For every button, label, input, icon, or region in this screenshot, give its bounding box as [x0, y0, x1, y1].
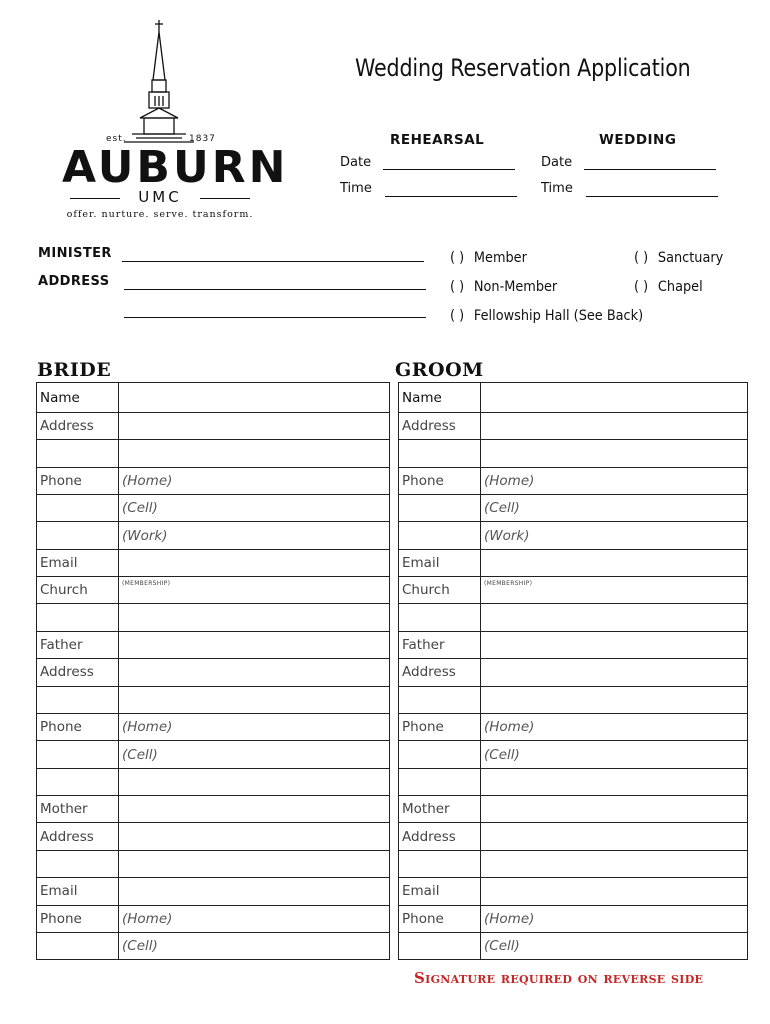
bride-row-label: Name: [37, 383, 119, 413]
groom-row: [399, 549, 748, 577]
bride-field-hint: (Home): [122, 910, 173, 927]
groom-row-field[interactable]: [481, 383, 748, 413]
bride-row-label: [37, 932, 119, 959]
groom-row: [399, 631, 748, 659]
bride-row-label: Email: [37, 878, 119, 906]
groom-row: [399, 878, 748, 906]
groom-field-hint: (Work): [484, 527, 530, 544]
groom-row: [399, 713, 748, 741]
groom-row-label: [399, 495, 481, 522]
groom-row: [399, 659, 748, 686]
signature-required-note: Signature required on reverse side: [414, 969, 704, 987]
member-option[interactable]: [450, 250, 527, 266]
chapel-label: Chapel: [657, 279, 703, 295]
bride-row: [37, 659, 390, 686]
bride-field-hint: (Cell): [122, 746, 158, 763]
groom-row-label: [399, 768, 481, 795]
groom-row-label: Address: [399, 659, 481, 686]
bride-row: [37, 549, 390, 577]
groom-row-field[interactable]: [481, 878, 748, 906]
sanctuary-option[interactable]: [634, 250, 723, 266]
groom-row-field[interactable]: [481, 686, 748, 713]
groom-row: [399, 467, 748, 495]
bride-field-hint: (Cell): [122, 938, 158, 954]
groom-row-field[interactable]: [481, 522, 748, 549]
bride-row: [37, 631, 390, 659]
bride-row-label: Email: [37, 549, 119, 577]
logo-wordmark: AUBURN: [62, 142, 289, 193]
groom-field-hint: (Cell): [484, 746, 520, 763]
bride-row-field[interactable]: [119, 383, 390, 413]
bride-row: [37, 768, 390, 795]
groom-row-label: [399, 850, 481, 877]
bride-row: [37, 878, 390, 906]
fellowship-hall-checkbox[interactable]: ( ): [450, 308, 465, 324]
groom-row-field[interactable]: [481, 413, 748, 440]
groom-row-label: Church: [399, 577, 481, 604]
bride-row-field[interactable]: [119, 440, 390, 467]
groom-row-field[interactable]: [481, 713, 748, 741]
groom-row: [399, 604, 748, 631]
bride-row-field[interactable]: [119, 905, 390, 932]
groom-row-label: Phone: [399, 467, 481, 495]
groom-row: [399, 768, 748, 795]
groom-field-hint: (Cell): [484, 938, 520, 954]
groom-row: [399, 850, 748, 877]
groom-row-label: Phone: [399, 713, 481, 741]
wedding-heading: WEDDING: [599, 132, 677, 148]
sanctuary-label: Sanctuary: [657, 250, 724, 266]
bride-row: [37, 850, 390, 877]
wedding-time-label: Time: [541, 181, 573, 196]
groom-row-field[interactable]: [481, 467, 748, 495]
bride-row-label: Address: [37, 413, 119, 440]
groom-table: [398, 382, 748, 960]
bride-row: [37, 604, 390, 631]
bride-field-hint: (MEMBERSHIP): [122, 580, 171, 588]
bride-row-label: Father: [37, 631, 119, 659]
bride-row-label: Address: [37, 823, 119, 850]
groom-row-label: [399, 741, 481, 768]
groom-row: [399, 823, 748, 850]
groom-row-label: Address: [399, 413, 481, 440]
rehearsal-heading: REHEARSAL: [390, 132, 485, 148]
bride-row-label: Phone: [37, 467, 119, 495]
bride-row-field[interactable]: [119, 768, 390, 795]
bride-row-field[interactable]: [119, 467, 390, 495]
bride-row: [37, 495, 390, 522]
groom-row-label: [399, 686, 481, 713]
wedding-date-field[interactable]: [584, 168, 716, 170]
bride-row-label: [37, 741, 119, 768]
rehearsal-time-label: Time: [340, 181, 372, 196]
bride-row: [37, 823, 390, 850]
groom-row: [399, 440, 748, 467]
groom-field-hint: (Home): [484, 472, 535, 489]
bride-row: [37, 713, 390, 741]
bride-row-field[interactable]: [119, 741, 390, 768]
groom-row-field[interactable]: [481, 850, 748, 877]
bride-row: [37, 467, 390, 495]
groom-row: [399, 522, 748, 549]
bride-row-field[interactable]: [119, 823, 390, 850]
groom-row: [399, 577, 748, 604]
address-field-line2[interactable]: [124, 316, 426, 318]
church-logo: [62, 18, 289, 220]
groom-row: [399, 413, 748, 440]
bride-row: [37, 440, 390, 467]
bride-field-hint: (Cell): [122, 500, 158, 517]
bride-row-label: [37, 768, 119, 795]
groom-row-field[interactable]: [481, 768, 748, 795]
groom-row-label: [399, 440, 481, 467]
groom-row-label: Email: [399, 549, 481, 577]
bride-row-label: Church: [37, 577, 119, 604]
groom-row-field[interactable]: [481, 659, 748, 686]
bride-row-label: [37, 850, 119, 877]
non-member-label: Non-Member: [473, 279, 558, 295]
logo-year: 1837: [189, 134, 216, 144]
sanctuary-checkbox[interactable]: ( ): [634, 250, 649, 266]
bride-heading: BRIDE: [37, 359, 112, 381]
groom-field-hint: (MEMBERSHIP): [484, 580, 533, 588]
logo-umc: UMC: [138, 188, 182, 206]
groom-row-field[interactable]: [481, 577, 748, 604]
groom-row-label: [399, 604, 481, 631]
groom-row-field[interactable]: [481, 905, 748, 932]
groom-row-field[interactable]: [481, 631, 748, 659]
bride-row-field[interactable]: [119, 413, 390, 440]
bride-row-field[interactable]: [119, 795, 390, 823]
groom-row-field[interactable]: [481, 440, 748, 467]
groom-row: [399, 932, 748, 959]
groom-row-field[interactable]: [481, 932, 748, 959]
bride-row-label: [37, 686, 119, 713]
member-checkbox[interactable]: ( ): [450, 250, 465, 266]
bride-row-label: [37, 440, 119, 467]
groom-row: [399, 686, 748, 713]
groom-row: [399, 741, 748, 768]
minister-field[interactable]: [122, 260, 424, 262]
bride-row-field[interactable]: [119, 878, 390, 906]
non-member-option[interactable]: [450, 279, 557, 295]
groom-row-label: Address: [399, 823, 481, 850]
groom-field-hint: (Home): [484, 910, 535, 927]
groom-row-label: Father: [399, 631, 481, 659]
rehearsal-date-label: Date: [340, 155, 372, 170]
bride-row-field[interactable]: [119, 631, 390, 659]
logo-tagline: offer. nurture. serve. transform.: [66, 209, 254, 220]
groom-row-label: Phone: [399, 905, 481, 932]
bride-field-hint: (Work): [122, 527, 168, 544]
bride-row-label: [37, 495, 119, 522]
minister-label: MINISTER: [38, 246, 112, 261]
address-label: ADDRESS: [38, 274, 110, 289]
fellowship-hall-option[interactable]: [450, 308, 643, 324]
bride-row-field[interactable]: [119, 549, 390, 577]
chapel-option[interactable]: [634, 279, 703, 295]
groom-row-field[interactable]: [481, 495, 748, 522]
bride-row: [37, 905, 390, 932]
logo-divider-right: [200, 198, 250, 199]
groom-row-label: Email: [399, 878, 481, 906]
fellowship-hall-label: Fellowship Hall (See Back): [473, 308, 644, 324]
bride-row-field[interactable]: [119, 659, 390, 686]
bride-row-field[interactable]: [119, 686, 390, 713]
bride-table: [36, 382, 390, 960]
wedding-date-label: Date: [541, 155, 573, 170]
rehearsal-time-field[interactable]: [385, 195, 517, 197]
bride-row-field[interactable]: [119, 604, 390, 631]
chapel-checkbox[interactable]: ( ): [634, 279, 649, 295]
bride-row-field[interactable]: [119, 522, 390, 549]
groom-row: [399, 795, 748, 823]
bride-row-field[interactable]: [119, 713, 390, 741]
groom-row-field[interactable]: [481, 823, 748, 850]
groom-row: [399, 495, 748, 522]
address-field-line1[interactable]: [124, 288, 426, 290]
groom-row-field[interactable]: [481, 604, 748, 631]
bride-row-field[interactable]: [119, 495, 390, 522]
bride-field-hint: (Home): [122, 472, 173, 489]
bride-row: [37, 741, 390, 768]
page-title: Wedding Reservation Application: [355, 54, 691, 82]
bride-row: [37, 686, 390, 713]
groom-row-field[interactable]: [481, 549, 748, 577]
steeple-icon: [62, 18, 258, 148]
wedding-time-field[interactable]: [586, 195, 718, 197]
bride-row: [37, 413, 390, 440]
bride-row: [37, 383, 390, 413]
bride-row: [37, 795, 390, 823]
groom-row-field[interactable]: [481, 795, 748, 823]
bride-row-label: Phone: [37, 905, 119, 932]
bride-row: [37, 577, 390, 604]
bride-row-label: Address: [37, 659, 119, 686]
rehearsal-date-field[interactable]: [383, 168, 515, 170]
member-label: Member: [473, 250, 527, 266]
bride-row: [37, 522, 390, 549]
groom-heading: GROOM: [395, 359, 484, 381]
bride-field-hint: (Home): [122, 719, 173, 736]
bride-row: [37, 932, 390, 959]
groom-row-label: Mother: [399, 795, 481, 823]
groom-field-hint: (Cell): [484, 500, 520, 517]
bride-row-field[interactable]: [119, 577, 390, 604]
groom-row: [399, 905, 748, 932]
logo-est-label: est.: [106, 134, 127, 144]
non-member-checkbox[interactable]: ( ): [450, 279, 465, 295]
groom-row-label: Name: [399, 383, 481, 413]
bride-row-label: Mother: [37, 795, 119, 823]
bride-row-label: [37, 522, 119, 549]
bride-row-label: [37, 604, 119, 631]
groom-row-field[interactable]: [481, 741, 748, 768]
groom-field-hint: (Home): [484, 719, 535, 736]
bride-row-field[interactable]: [119, 932, 390, 959]
groom-row-label: [399, 932, 481, 959]
groom-row-label: [399, 522, 481, 549]
bride-row-label: Phone: [37, 713, 119, 741]
groom-row: [399, 383, 748, 413]
bride-row-field[interactable]: [119, 850, 390, 877]
